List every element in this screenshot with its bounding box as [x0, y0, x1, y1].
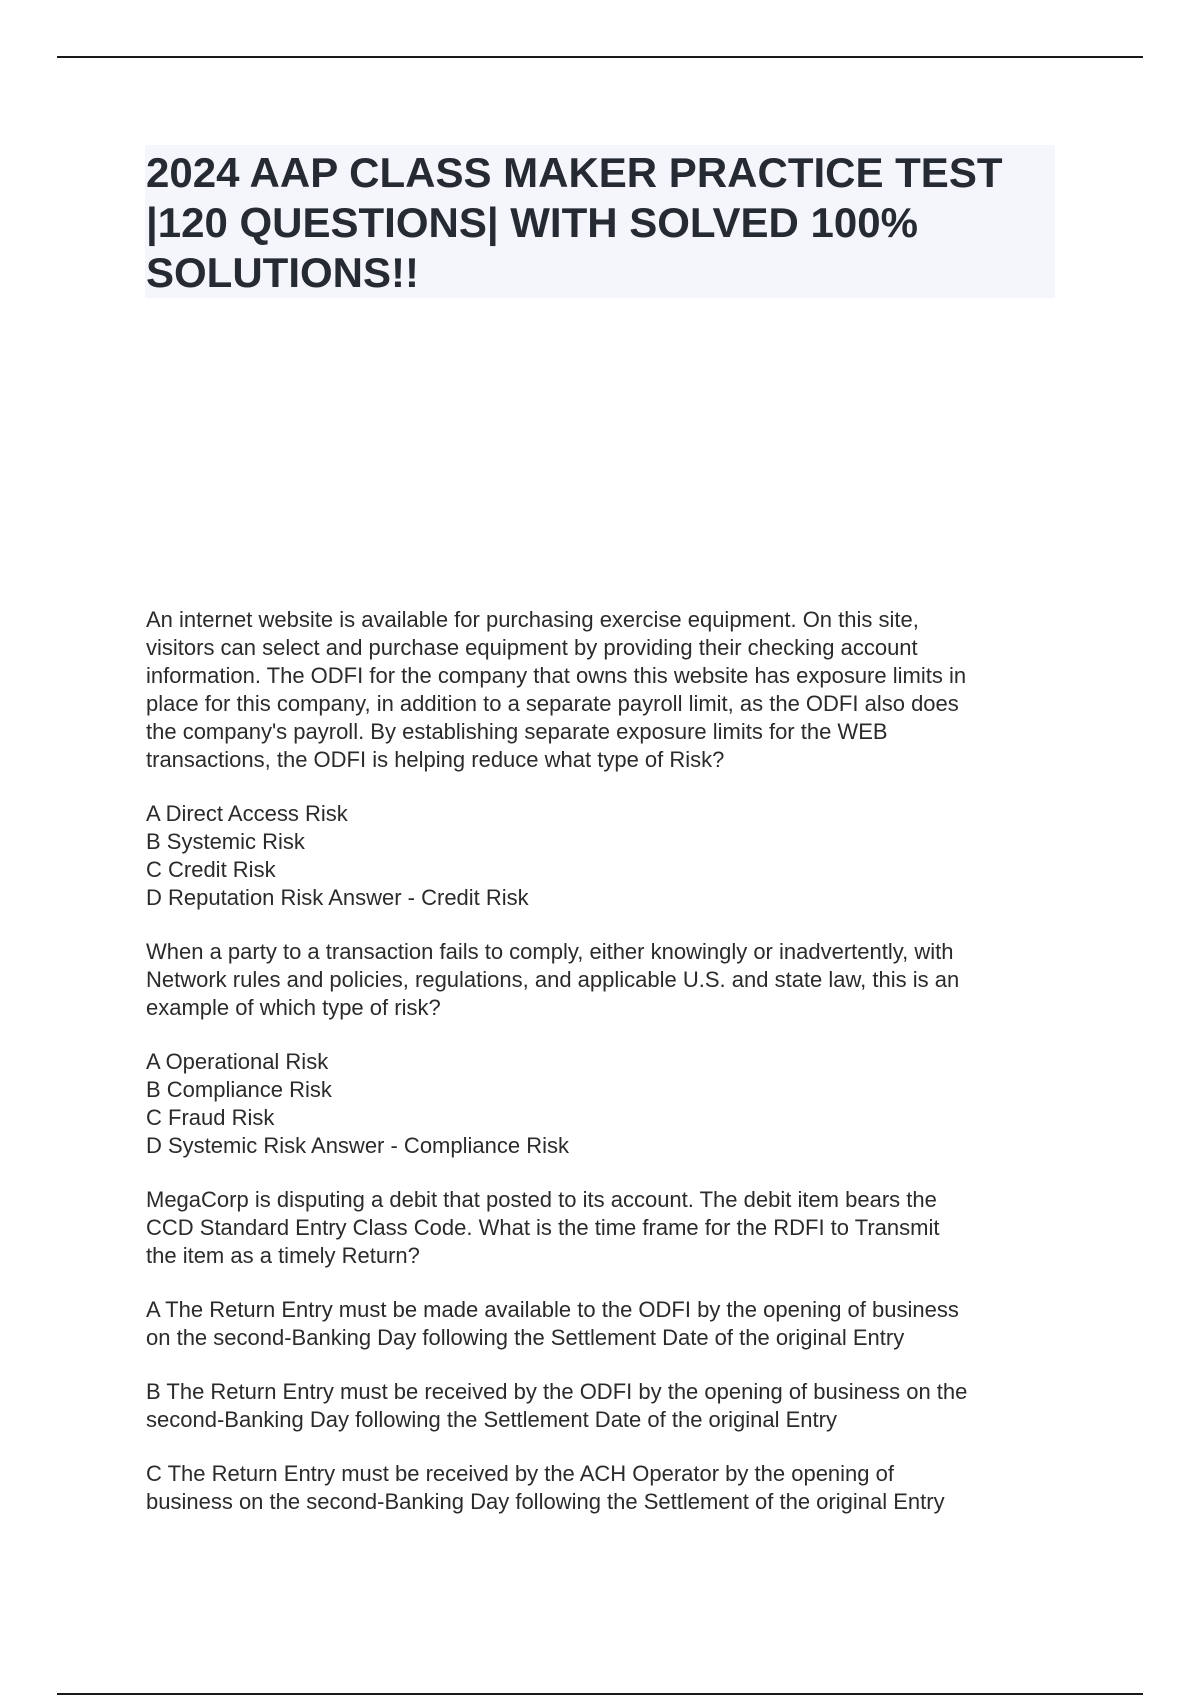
question-3-option-c: C The Return Entry must be received by the ACH Operator by the opening of business on the second-Banking Day following the Settlement of the original Entry [146, 1461, 945, 1514]
bottom-rule [57, 1693, 1143, 1695]
question-3-option-b: B The Return Entry must be received by the ODFI by the opening of business on the second-Banking Day following the Settlement Date of the original Entry [146, 1379, 968, 1432]
document-title: 2024 AAP CLASS MAKER PRACTICE TEST |120 QUESTIONS| WITH SOLVED 100% SOLUTIONS!! [146, 149, 1003, 296]
question-3-text: MegaCorp is disputing a debit that posted to its account. The debit item bears the CCD Standard Entry Class Code. What is the time frame for the RDFI to Transmit the item as a timely Return? [146, 1187, 940, 1268]
top-rule [57, 56, 1143, 58]
question-1-text: An internet website is available for purchasing exercise equipment. On this site, visitors can select and purchase equipment by providing their checking account information. The ODFI for the company that owns this website has exposure limits in place for this company, in addition to a separate payroll limit, as the ODFI also does the company's payroll. By establishing separate exposure limits for the WEB transactions, the ODFI is helping reduce what type of Risk? [146, 607, 967, 772]
question-3-option-a: A The Return Entry must be made available to the ODFI by the opening of business on the second-Banking Day following the Settlement Date of the original Entry [146, 1297, 959, 1350]
question-2-text: When a party to a transaction fails to comply, either knowingly or inadvertently, with Network rules and policies, regulations, and applicable U.S. and state law, this is an example of which type of risk? [146, 939, 960, 1020]
question-2-options: A Operational Risk B Compliance Risk C Fraud Risk D Systemic Risk Answer - Compliance Risk [146, 1049, 569, 1158]
question-1-options: A Direct Access Risk B Systemic Risk C Credit Risk D Reputation Risk Answer - Credit Risk [146, 801, 529, 910]
title-banner [145, 145, 1055, 298]
document-body [146, 606, 1076, 1516]
